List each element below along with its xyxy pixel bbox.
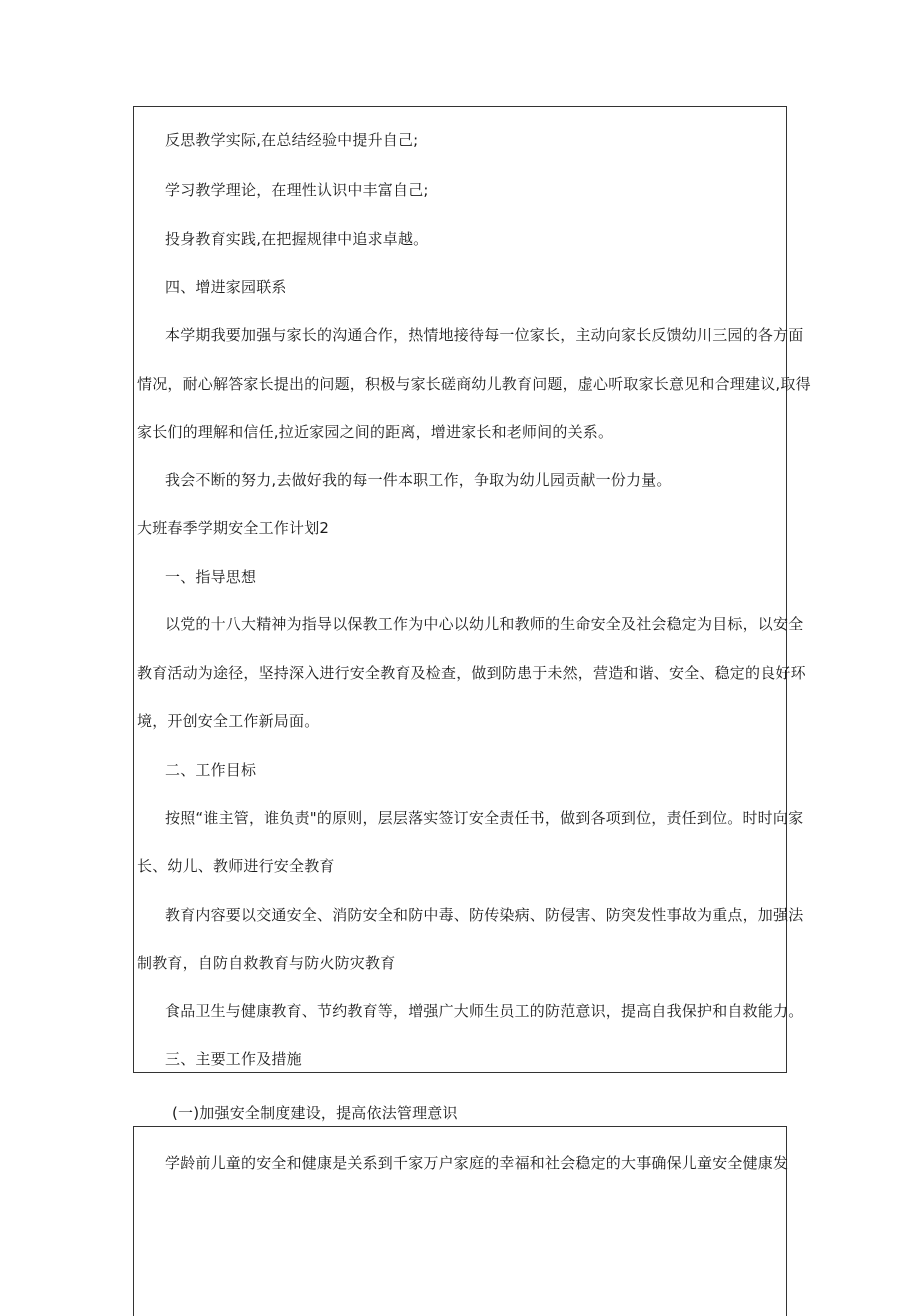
section-heading: 一、指导思想 <box>165 568 257 586</box>
document-title: 大班春季学期安全工作计划2 <box>137 519 330 537</box>
paragraph-line: 我会不断的努力,去做好我的每一件本职工作，争取为幼儿园贡献一份力量。 <box>165 471 672 489</box>
text-frame-top <box>133 106 787 1073</box>
paragraph-line: 教育内容要以交通安全、消防安全和防中毒、防传染病、防侵害、防突发性事故为重点，加强法 <box>165 906 804 924</box>
paragraph-line: 以党的十八大精神为指导以保教工作为中心以幼儿和教师的生命安全及社会稳定为目标，以安全 <box>165 615 804 633</box>
paragraph-line: 投身教育实践,在把握规律中追求卓越。 <box>165 230 429 248</box>
paragraph-line: 制教育，自防自救教育与防火防灾教育 <box>137 954 396 972</box>
section-heading: 二、工作目标 <box>165 761 257 779</box>
subsection-heading: (一)加强安全制度建设，提高依法管理意识 <box>172 1104 458 1122</box>
paragraph-line: 情况，耐心解答家长提出的问题，积极与家长磋商幼儿教育问题，虚心听取家长意见和合理建议,取得 <box>137 375 811 393</box>
paragraph-line: 本学期我要加强与家长的沟通合作，热情地接待每一位家长，主动向家长反馈幼川三园的各方面 <box>165 326 804 344</box>
section-heading: 四、增进家园联系 <box>165 278 287 296</box>
paragraph-line: 按照“谁主管，谁负责"的原则，层层落实签订安全责任书，做到各项到位，责任到位。时时向家 <box>165 809 804 827</box>
paragraph-line: 教育活动为途径，坚持深入进行安全教育及检查，做到防患于未然，营造和谐、安全、稳定的良好环 <box>137 664 806 682</box>
section-heading: 三、主要工作及措施 <box>165 1050 302 1068</box>
paragraph-line: 家长们的理解和信任,拉近家园之间的距离，增进家长和老师间的关系。 <box>137 423 614 441</box>
paragraph-line: 长、幼儿、教师进行安全教育 <box>137 857 335 875</box>
paragraph-line: 反思教学实际,在总结经验中提升自己; <box>165 131 419 149</box>
paragraph-line: 学习教学理论，在理性认识中丰富自己; <box>165 181 429 199</box>
paragraph-line: 食品卫生与健康教育、节约教育等，增强广大师生员工的防范意识，提高自我保护和自救能力。 <box>165 1002 804 1020</box>
paragraph-line: 境，开创安全工作新局面。 <box>137 712 320 730</box>
paragraph-line: 学龄前儿童的安全和健康是关系到千家万户家庭的幸福和社会稳定的大事确保儿童安全健康发 <box>165 1154 789 1172</box>
